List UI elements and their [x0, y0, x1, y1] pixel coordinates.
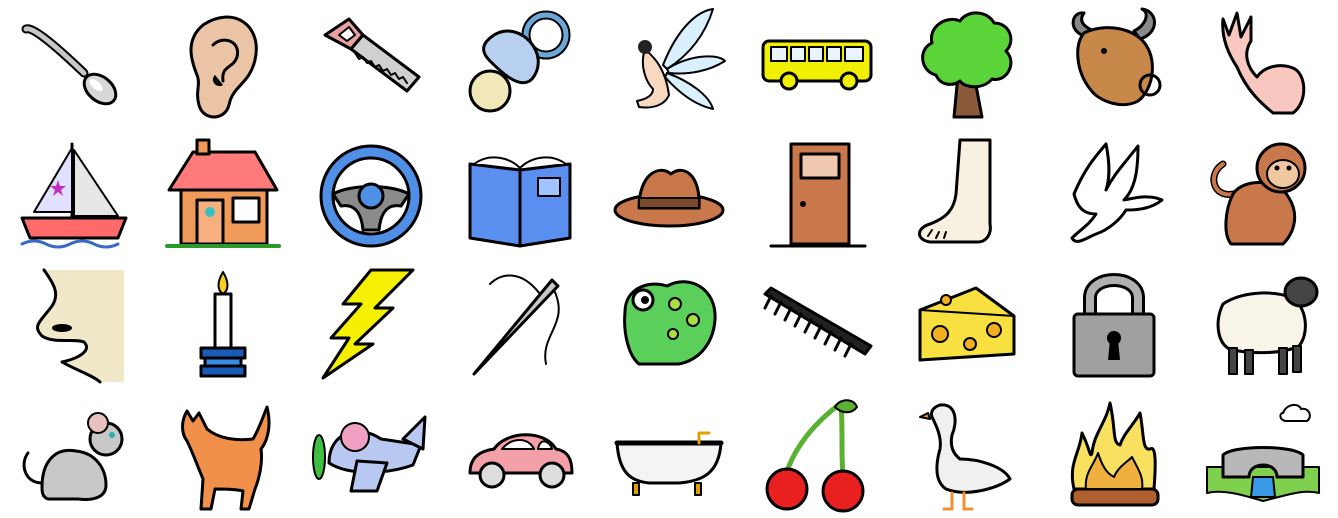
sailboat-icon [14, 134, 134, 254]
pictogram-cell [149, 130, 298, 260]
pictogram-cell [594, 130, 743, 260]
pictogram-cell [1189, 389, 1338, 518]
cherries-icon [757, 393, 877, 513]
pictogram-cell [0, 130, 149, 260]
pictogram-cell [297, 389, 446, 518]
frog-icon [609, 264, 729, 384]
pictogram-cell [1040, 0, 1189, 130]
house-icon [163, 134, 283, 254]
needle-icon [460, 264, 580, 384]
pictogram-cell [743, 130, 892, 260]
pictogram-cell [446, 259, 595, 389]
bus-icon [757, 5, 877, 125]
pictogram-cell [1189, 130, 1338, 260]
pictogram-cell [1189, 259, 1338, 389]
airplane-icon [311, 393, 431, 513]
pictogram-cell [297, 0, 446, 130]
pictogram-cell [446, 389, 595, 518]
nose-icon [14, 264, 134, 384]
ear-icon [163, 5, 283, 125]
cat-icon [163, 393, 283, 513]
fairy-icon [609, 5, 729, 125]
pictogram-cell [1189, 0, 1338, 130]
pictogram-cell [149, 389, 298, 518]
pictogram-cell [297, 130, 446, 260]
foot-icon [906, 134, 1026, 254]
comb-icon [757, 264, 877, 384]
fire-icon [1054, 393, 1174, 513]
pictogram-cell [1040, 259, 1189, 389]
pictogram-cell [149, 0, 298, 130]
pictogram-cell [743, 389, 892, 518]
pictogram-cell [0, 0, 149, 130]
pictogram-cell [594, 389, 743, 518]
pictogram-cell [594, 259, 743, 389]
pictogram-cell [594, 0, 743, 130]
bridge-icon [1203, 393, 1323, 513]
pictogram-cell [892, 130, 1041, 260]
pictogram-cell [149, 259, 298, 389]
hat-icon [609, 134, 729, 254]
candle-icon [163, 264, 283, 384]
sheep-icon [1203, 264, 1323, 384]
pictogram-cell [446, 130, 595, 260]
cheese-icon [906, 264, 1026, 384]
bull-icon [1054, 5, 1174, 125]
pictogram-cell [892, 0, 1041, 130]
saw-icon [311, 5, 431, 125]
pacifier-icon [460, 5, 580, 125]
pictogram-cell [1040, 389, 1189, 518]
pictogram-cell [1040, 130, 1189, 260]
monkey-icon [1203, 134, 1323, 254]
spoon-icon [14, 5, 134, 125]
pictogram-cell [0, 259, 149, 389]
tree-icon [906, 5, 1026, 125]
mouse-icon [14, 393, 134, 513]
pictogram-cell [297, 259, 446, 389]
arm-icon [1203, 5, 1323, 125]
pictogram-cell [446, 0, 595, 130]
pictogram-cell [743, 0, 892, 130]
bathtub-icon [609, 393, 729, 513]
pictogram-cell [892, 389, 1041, 518]
padlock-icon [1054, 264, 1174, 384]
pictogram-cell [743, 259, 892, 389]
dove-icon [1054, 134, 1174, 254]
door-icon [757, 134, 877, 254]
pictogram-cell [892, 259, 1041, 389]
book-icon [460, 134, 580, 254]
car-icon [460, 393, 580, 513]
steering-wheel-icon [311, 134, 431, 254]
pictogram-cell [0, 389, 149, 518]
goose-icon [906, 393, 1026, 513]
lightning-icon [311, 264, 431, 384]
